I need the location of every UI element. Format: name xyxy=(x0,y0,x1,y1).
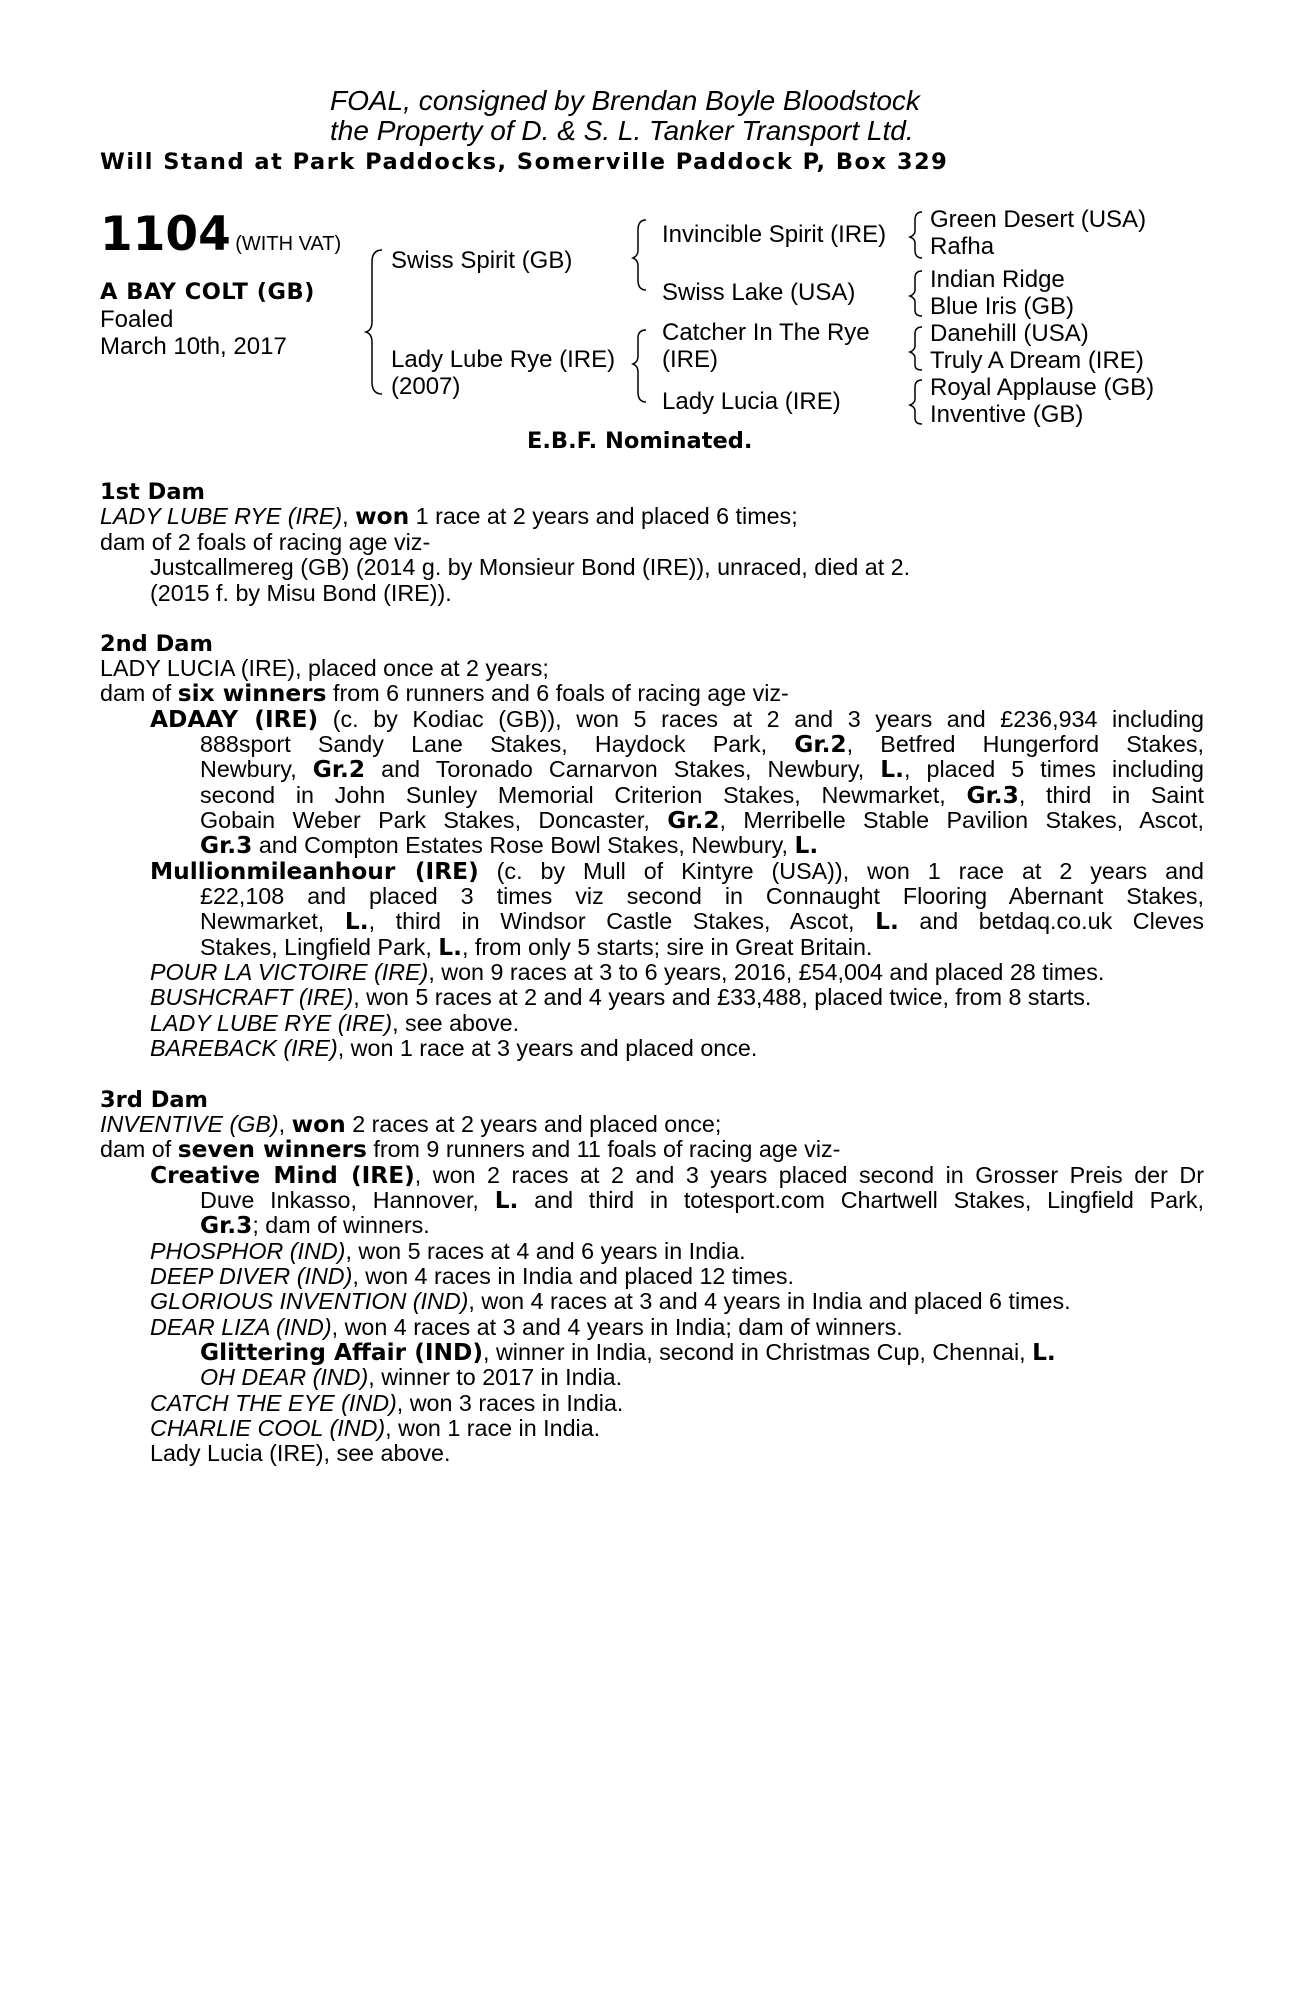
listed-label: L. xyxy=(794,832,819,859)
horse-name: CATCH THE EYE (IND) xyxy=(150,1390,397,1416)
charlie-cool-line xyxy=(150,1416,600,1441)
third-dam-line xyxy=(100,1112,721,1137)
text: , won 2 races at 2 and 3 years placed second in Grosser Preis der Dr xyxy=(414,1162,1204,1188)
ancestor-blue-iris: Blue Iris (GB) xyxy=(930,293,1075,320)
winners-count: six winners xyxy=(177,680,327,707)
stand-line: Will Stand at Park Paddocks, Somerville Paddock P, Box 329 xyxy=(100,149,949,175)
ebf-nominated: E.B.F. Nominated. xyxy=(527,428,753,454)
dam-year: (2007) xyxy=(391,373,461,400)
listed-label: L. xyxy=(344,908,369,935)
deep-diver-line xyxy=(150,1264,794,1289)
horse-name-mullionmileanhour: Mullionmileanhour (IRE) xyxy=(150,858,479,885)
dam-sire-suffix: (IRE) xyxy=(662,346,718,373)
bushcraft-line xyxy=(150,985,1091,1010)
grade-label: Gr.2 xyxy=(312,756,366,783)
third-dam-foals xyxy=(100,1137,840,1162)
horse-name: CHARLIE COOL (IND) xyxy=(150,1415,386,1441)
text: (c. by Kodiac (GB)), won 5 races at 2 and 3 years and £236,934 including xyxy=(318,706,1204,732)
horse-name: DEAR LIZA (IND) xyxy=(150,1314,332,1340)
first-dam-foals: dam of 2 foals of racing age viz- xyxy=(100,529,431,555)
sire-sire: Invincible Spirit (IRE) xyxy=(662,221,887,248)
horse-name: DEEP DIVER (IND) xyxy=(150,1263,353,1289)
property-line: the Property of D. & S. L. Tanker Transport Ltd. xyxy=(330,115,914,146)
sep: , xyxy=(342,503,356,529)
adaay-line-5 xyxy=(200,808,1204,833)
ancestor-rafha: Rafha xyxy=(930,233,995,260)
sire: Swiss Spirit (GB) xyxy=(391,247,573,274)
first-dam-heading: 1st Dam xyxy=(100,479,205,505)
text: and third in totesport.com Chartwell Stakes, Lingfield Park, xyxy=(518,1187,1205,1213)
text: 2 races at 2 years and placed once; xyxy=(345,1111,722,1137)
third-dam-name: INVENTIVE (GB) xyxy=(100,1111,279,1137)
text: Newmarket, xyxy=(200,908,345,934)
pour-la-victoire-line xyxy=(150,960,1104,985)
first-dam-name: LADY LUBE RYE (IRE) xyxy=(100,503,343,529)
text: , won 5 races at 2 and 4 years and £33,488, placed twice, from 8 starts. xyxy=(353,984,1092,1010)
horse-name: PHOSPHOR (IND) xyxy=(150,1238,346,1264)
text: from 6 runners and 6 foals of racing age viz- xyxy=(326,680,789,706)
first-dam-produce-1: Justcallmereg (GB) (2014 g. by Monsieur Bond (IRE)), unraced, died at 2. xyxy=(150,554,911,580)
text: , won 4 races in India and placed 12 times. xyxy=(352,1263,794,1289)
won-label: won xyxy=(355,503,410,530)
text: , won 4 races at 3 and 4 years in India; dam of winners. xyxy=(331,1314,903,1340)
text: ; dam of winners. xyxy=(252,1212,430,1238)
text: , third in Saint xyxy=(1018,782,1204,808)
text: , Merribelle Stable Pavilion Stakes, Ascot, xyxy=(719,807,1204,833)
foaled-date: March 10th, 2017 xyxy=(100,333,287,360)
consignor-line: FOAL, consigned by Brendan Boyle Bloodstock xyxy=(330,85,920,116)
phosphor-line xyxy=(150,1239,746,1264)
second-dam-heading: 2nd Dam xyxy=(100,631,213,657)
third-dam-heading: 3rd Dam xyxy=(100,1087,208,1113)
horse-name: LADY LUBE RYE (IRE) xyxy=(150,1010,393,1036)
foaled-label: Foaled xyxy=(100,306,174,333)
glorious-invention-line xyxy=(150,1289,1071,1314)
creative-mind-line-2 xyxy=(200,1188,1204,1213)
horse-name: BUSHCRAFT (IRE) xyxy=(150,984,354,1010)
grade-label: Gr.2 xyxy=(794,731,847,758)
text: (c. by Mull of Kintyre (USA)), won 1 race at 2 years and xyxy=(478,858,1204,884)
text: , from only 5 starts; sire in Great Britain. xyxy=(461,934,873,960)
horse-name: OH DEAR (IND) xyxy=(200,1364,369,1390)
text: Duve Inkasso, Hannover, xyxy=(200,1187,495,1213)
text: , won 4 races at 3 and 4 years in India and placed 6 times. xyxy=(468,1288,1071,1314)
creative-mind-line-1 xyxy=(150,1163,1204,1188)
text: , won 9 races at 3 to 6 years, 2016, £54,004 and placed 28 times. xyxy=(428,959,1105,985)
oh-dear-line xyxy=(200,1365,622,1390)
text: , winner in India, second in Christmas Cup, Chennai, xyxy=(483,1339,1033,1365)
grade-label: Gr.3 xyxy=(966,782,1019,809)
text: , won 1 race in India. xyxy=(385,1415,601,1441)
dam: Lady Lube Rye (IRE) xyxy=(391,346,616,373)
adaay-line-2 xyxy=(200,732,1204,757)
text: , won 3 races in India. xyxy=(396,1390,624,1416)
grade-label: Gr.2 xyxy=(667,807,720,834)
horse-name-adaay: ADAAY (IRE) xyxy=(150,706,319,733)
listed-label: L. xyxy=(1032,1339,1056,1366)
horse-name-creative-mind: Creative Mind (IRE) xyxy=(150,1162,415,1189)
ancestor-green-desert: Green Desert (USA) xyxy=(930,206,1147,233)
text: , winner to 2017 in India. xyxy=(368,1364,623,1390)
horse-name: GLORIOUS INVENTION (IND) xyxy=(150,1288,469,1314)
dear-liza-line xyxy=(150,1315,903,1340)
mull-line-1 xyxy=(150,859,1204,884)
second-dam-line: LADY LUCIA (IRE), placed once at 2 years; xyxy=(100,655,549,681)
dam-dam: Lady Lucia (IRE) xyxy=(662,388,841,415)
lot-title: A BAY COLT (GB) xyxy=(100,279,315,305)
text: dam of xyxy=(100,1136,178,1162)
grade-label: Gr.3 xyxy=(200,832,253,859)
text: , won 1 race at 3 years and placed once. xyxy=(337,1035,758,1061)
first-dam-line xyxy=(100,504,798,529)
first-dam-record: 1 race at 2 years and placed 6 times; xyxy=(409,503,798,529)
text: 888sport Sandy Lane Stakes, Haydock Park, xyxy=(200,731,795,757)
ancestor-danehill: Danehill (USA) xyxy=(930,320,1089,347)
sep: , xyxy=(278,1111,292,1137)
listed-label: L. xyxy=(875,908,899,935)
first-dam-produce-2: (2015 f. by Misu Bond (IRE)). xyxy=(150,580,452,606)
text: and Compton Estates Rose Bowl Stakes, Newbury, xyxy=(252,832,795,858)
second-dam-foals xyxy=(100,681,789,706)
vat-label: (WITH VAT) xyxy=(235,233,342,255)
ancestor-indian-ridge: Indian Ridge xyxy=(930,266,1065,293)
winners-count: seven winners xyxy=(177,1136,367,1163)
adaay-line-6 xyxy=(200,833,818,858)
text: Stakes, Lingfield Park, xyxy=(200,934,439,960)
lady-lucia-line: Lady Lucia (IRE), see above. xyxy=(150,1440,451,1466)
sire-dam: Swiss Lake (USA) xyxy=(662,279,856,306)
listed-label: L. xyxy=(438,934,462,961)
listed-label: L. xyxy=(494,1187,519,1214)
horse-name: Glittering Affair (IND) xyxy=(200,1339,484,1366)
text: , see above. xyxy=(392,1010,520,1036)
grade-label: Gr.3 xyxy=(200,1212,253,1239)
text: and Toronado Carnarvon Stakes, Newbury, xyxy=(365,756,881,782)
text: dam of xyxy=(100,680,178,706)
text: , placed 5 times including xyxy=(903,756,1204,782)
text: and betdaq.co.uk Cleves xyxy=(898,908,1204,934)
bareback-line xyxy=(150,1036,757,1061)
ancestor-inventive: Inventive (GB) xyxy=(930,401,1084,428)
adaay-line-3 xyxy=(200,757,1204,782)
adaay-line-4 xyxy=(200,783,1204,808)
adaay-line-1 xyxy=(150,707,1204,732)
creative-mind-line-3 xyxy=(200,1213,430,1238)
mull-line-3 xyxy=(200,909,1204,934)
catch-the-eye-line xyxy=(150,1391,623,1416)
text: Gobain Weber Park Stakes, Doncaster, xyxy=(200,807,668,833)
mull-line-4 xyxy=(200,935,872,960)
mull-line-2: £22,108 and placed 3 times viz second in Connaught Flooring Abernant Stakes, xyxy=(200,883,1204,909)
text: second in John Sunley Memorial Criterion Stakes, Newmarket, xyxy=(200,782,967,808)
listed-label: L. xyxy=(880,756,904,783)
ancestor-truly-a-dream: Truly A Dream (IRE) xyxy=(930,347,1144,374)
text: , Betfred Hungerford Stakes, xyxy=(846,731,1205,757)
text: , third in Windsor Castle Stakes, Ascot, xyxy=(368,908,876,934)
text: from 9 runners and 11 foals of racing age viz- xyxy=(366,1136,841,1162)
glittering-affair-line xyxy=(200,1340,1056,1365)
lot-number: 1104 xyxy=(100,207,231,262)
text: Newbury, xyxy=(200,756,313,782)
dam-sire: Catcher In The Rye xyxy=(662,319,870,346)
horse-name: POUR LA VICTOIRE (IRE) xyxy=(150,959,429,985)
won-label: won xyxy=(291,1111,346,1138)
horse-name: BAREBACK (IRE) xyxy=(150,1035,338,1061)
text: , won 5 races at 4 and 6 years in India. xyxy=(345,1238,746,1264)
ancestor-royal-applause: Royal Applause (GB) xyxy=(930,374,1155,401)
lady-lube-rye-line xyxy=(150,1011,519,1036)
